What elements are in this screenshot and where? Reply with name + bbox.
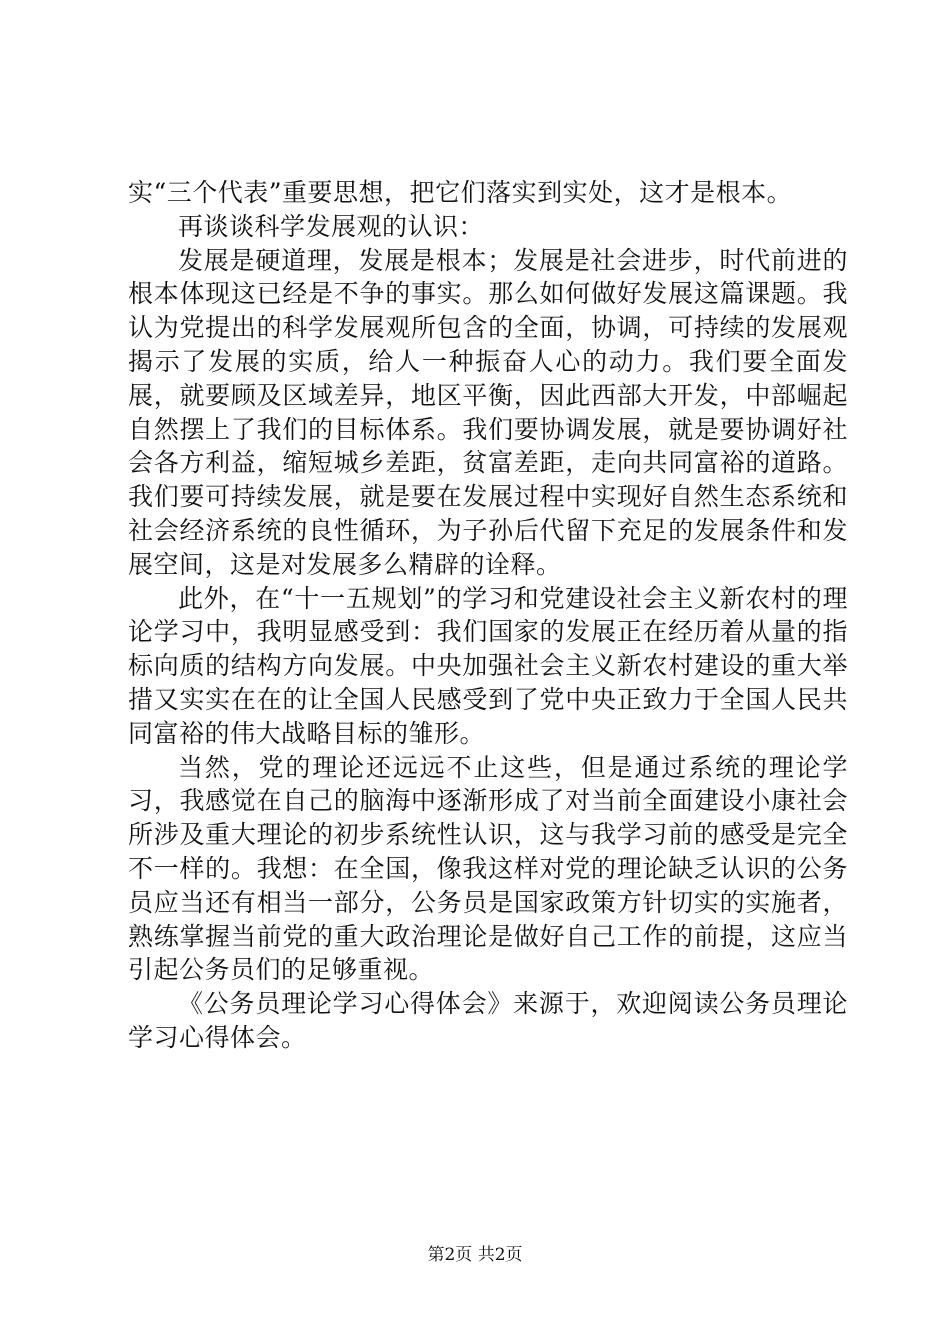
- document-body: [128, 176, 848, 1055]
- page-number-footer: 第2页 共2页: [427, 1245, 523, 1265]
- paragraph-1: 实“三个代表”重要思想，把它们落实到实处，这才是根本。: [128, 178, 793, 207]
- paragraph-2: 再谈谈科学发展观的认识：: [178, 211, 485, 241]
- paragraph-5: 当然，党的理论还远远不止这些，但是通过系统的理论学习，我感觉在自己的脑海中逐渐形成了对当前全面建设小康社会所涉及重大理论的初步系统性认识，这与我学习前的感受是完全不一样的。我想：在全国，像我这样对党的理论缺乏认识的公务员应当还有相当一部分，公务员是国家政策方针切实的实施者，熟练掌握当前党的重大政治理论是做好自己工作的前提，这应当引起公务员们的足够重视。: [128, 752, 848, 985]
- paragraph-4: 此外，在“十一五规划”的学习和党建设社会主义新农村的理论学习中，我明显感受到：我们国家的发展正在经历着从量的指标向质的结构方向发展。中央加强社会主义新农村建设的重大举措又实实在在的让全国人民感受到了党中央正致力于全国人民共同富裕的伟大战略目标的雏形。: [128, 583, 848, 748]
- paragraph-3: 发展是硬道理，发展是根本；发展是社会进步，时代前进的根本体现这已经是不争的事实。那么如何做好发展这篇课题。我认为党提出的科学发展观所包含的全面，协调，可持续的发展观揭示了发展的实质，给人一种振奋人心的动力。我们要全面发展，就要顾及区域差异，地区平衡，因此西部大开发，中部崛起自然摆上了我们的目标体系。我们要协调发展，就是要协调好社会各方利益，缩短城乡差距，贫富差距，走向共同富裕的道路。我们要可持续发展，就是要在发展过程中实现好自然生态系统和社会经济系统的良性循环，为子孙后代留下充足的发展条件和发展空间，这是对发展多么精辟的诠释。: [128, 245, 848, 579]
- paragraph-6: 《公务员理论学习心得体会》来源于，欢迎阅读公务员理论学习心得体会。: [128, 989, 848, 1052]
